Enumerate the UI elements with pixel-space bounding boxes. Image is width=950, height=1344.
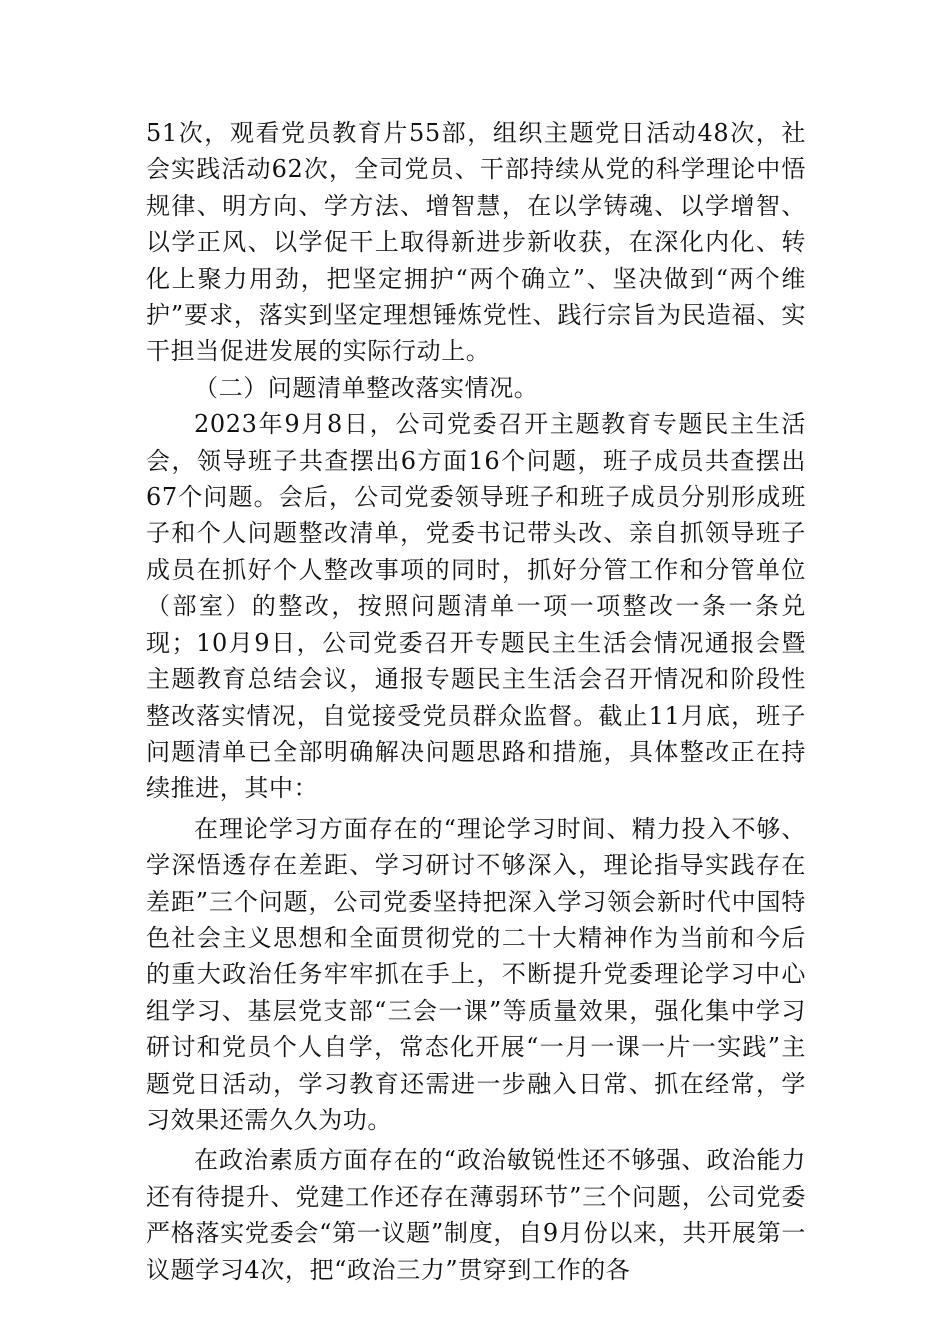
section-heading-rectification: （二）问题清单整改落实情况。 [194,373,539,402]
paragraph-theory-study: 在理论学习方面存在的“理论学习时间、精力投入不够、学深悟透存在差距、学习研讨不够深入，理论指导实践存在差距”三个问题，公司党委坚持把深入学习领会新时代中国特色社会主义思想和全面贯彻党的二十大精神作为当前和今后的重大政治任务牢牢抓在手上，不断提升党委理论学习中心组学习、基层党支部“三会一课”等质量效果，强化集中学习研讨和党员个人自学，常态化开展“一月一课一片一实践”主题党日活动，学习教育还需进一步融入日常、抓在经常，学习效果还需久久为功。 [146,814,806,1134]
document-body [146,115,806,1288]
paragraph-political-quality: 在政治素质方面存在的“政治敏锐性还不够强、政治能力还有待提升、党建工作还存在薄弱环节”三个问题，公司党委严格落实党委会“第一议题”制度，自9月份以来，共开展第一议题学习4次，把“政治三力”贯穿到工作的各 [146,1146,806,1284]
paragraph-study-summary: 51次，观看党员教育片55部，组织主题党日活动48次，社会实践活动62次，全司党员、干部持续从党的科学理论中悟规律、明方向、学方法、增智慧，在以学铸魂、以学增智、以学正风、以学促干上取得新进步新收获，在深化内化、转化上聚力用劲，把坚定拥护“两个确立”、坚决做到“两个维护”要求，落实到坚定理想锤炼党性、践行宗旨为民造福、实干担当促进发展的实际行动上。 [146,119,806,366]
paragraph-democratic-life-meeting: 2023年9月8日，公司党委召开主题教育专题民主生活会，领导班子共查摆出6方面16个问题，班子成员共查摆出67个问题。会后，公司党委领导班子和班子成员分别形成班子和个人问题整改清单，党委书记带头改、亲自抓领导班子成员在抓好个人整改事项的同时，抓好分管工作和分管单位（部室）的整改，按照问题清单一项一项整改一条一条兑现；10月9日，公司党委召开专题民主生活会情况通报会暨主题教育总结会议，通报专题民主生活会召开情况和阶段性整改落实情况，自觉接受党员群众监督。截止11月底，班子问题清单已全部明确解决问题思路和措施，具体整改正在持续推进，其中： [146,410,806,803]
